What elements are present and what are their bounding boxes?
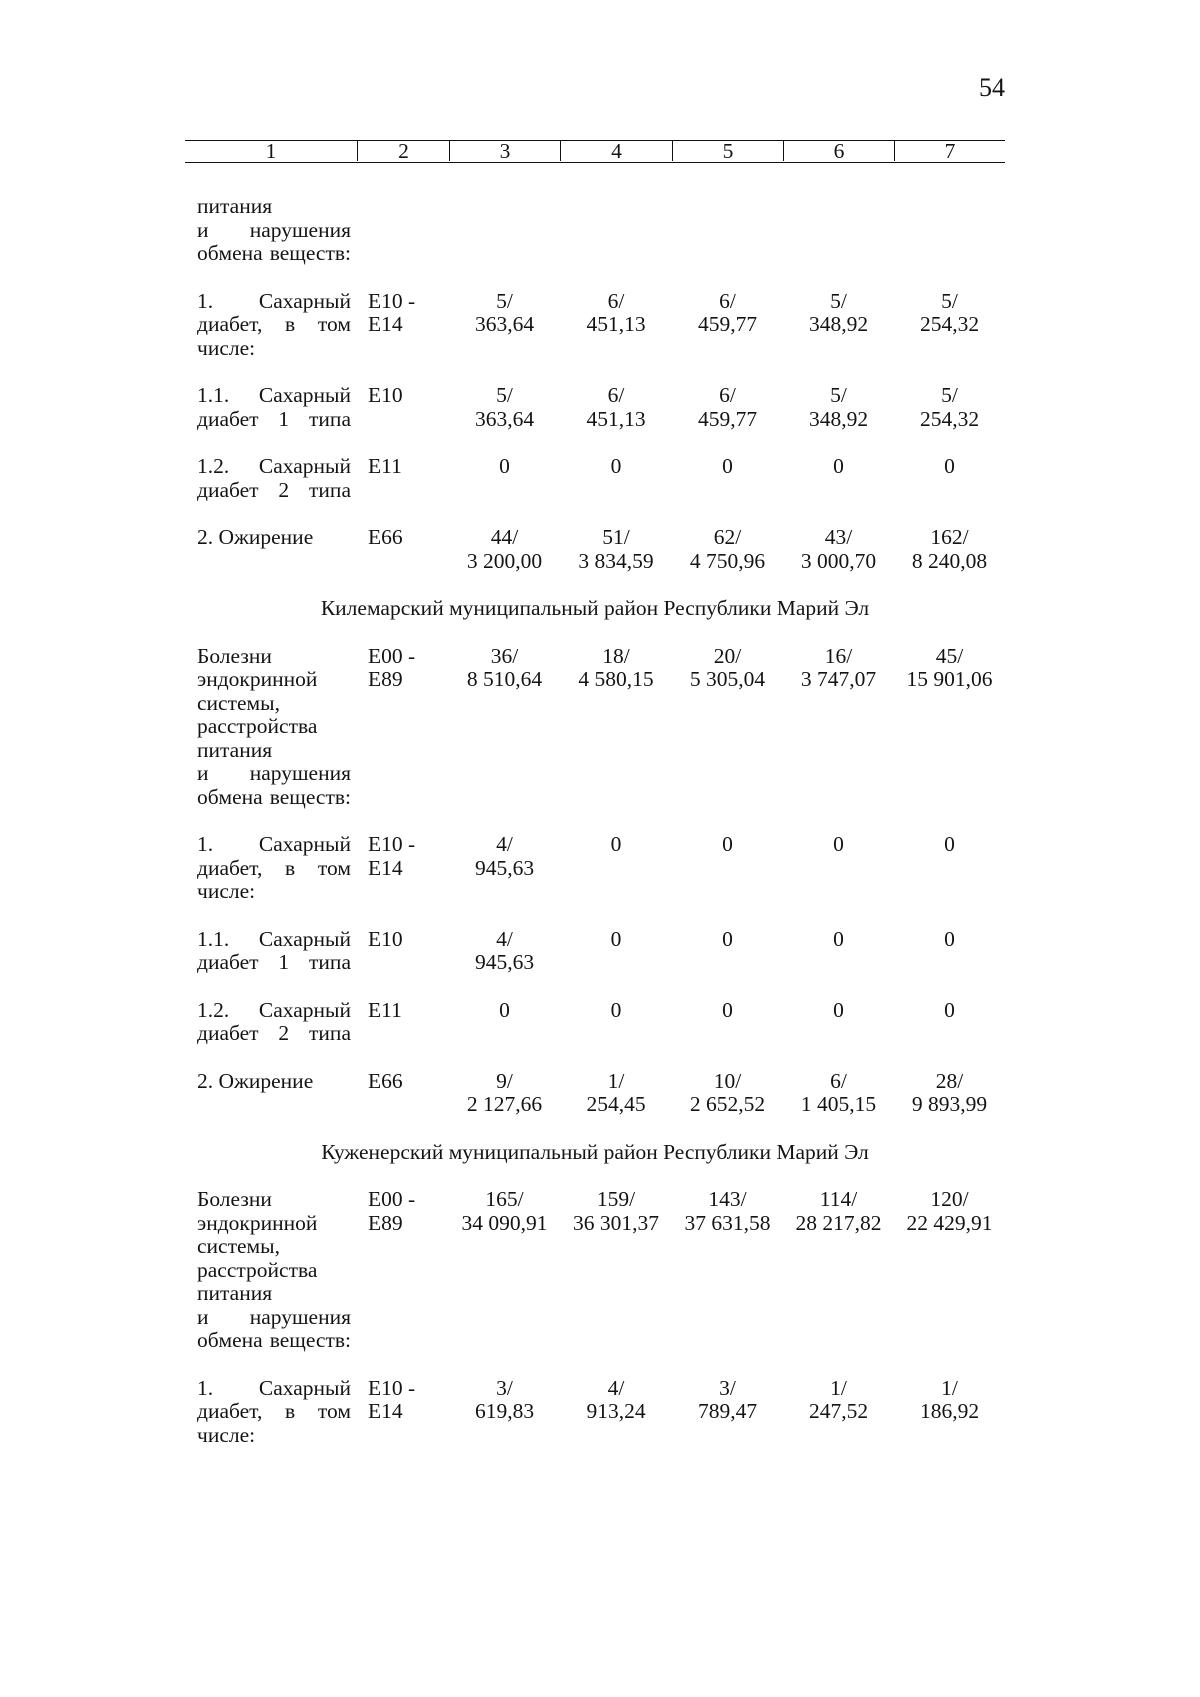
value-count: 114/ [819,1187,858,1211]
value-count: 0 [722,832,733,856]
value-cell-col5 [672,645,783,810]
value-count: 4/ [496,926,513,951]
icd-code [357,526,449,573]
row-label-line: системы, [197,690,280,715]
value-count: 5/ [830,383,847,407]
value-count: 1/ [830,1375,847,1400]
value-cell-col5 [672,1070,783,1117]
row-label [185,645,357,810]
value-count: 0 [833,454,844,478]
row-label-line: диабет 2 типа [197,1021,351,1045]
value-count: 3/ [719,1375,736,1400]
value-cell-col7 [894,1188,1005,1353]
value-count: 0 [833,926,844,951]
value-count: 165/ [485,1187,524,1211]
value-cell-col4 [560,455,672,502]
value-cell-col3 [449,195,560,266]
value-amount: 9 893,99 [911,1092,988,1116]
row-label-line: Болезни [197,643,272,668]
value-count: 6/ [830,1068,847,1093]
row-label [185,195,357,266]
value-amount: 254,32 [919,406,980,431]
row-label-line: системы, [197,1234,280,1258]
page-number: 54 [979,73,1005,102]
value-cell-col4 [560,290,672,361]
value-count: 44/ [490,525,519,549]
row-label [185,384,357,431]
icd-code-line: E14 [368,855,403,880]
row-label [185,928,357,975]
value-cell-col7 [894,1377,1005,1448]
row-label-line: обмена веществ: [197,1328,351,1352]
value-count: 4/ [607,1375,625,1400]
value-count: 5/ [496,383,513,407]
table-row [185,384,1005,431]
row-label-line: диабет 1 типа [197,950,351,974]
value-amount: 4 580,15 [578,667,654,691]
value-amount: 3 834,59 [578,548,654,573]
value-cell-col6 [783,645,894,810]
value-cell-col4 [560,1188,672,1353]
value-amount: 363,64 [474,312,535,336]
row-label-line: 2. Ожирение [197,1068,314,1093]
value-cell-col6 [783,1188,894,1353]
value-cell-col3 [449,833,560,904]
value-count: 0 [944,454,955,478]
value-cell-col4 [560,833,672,904]
value-count: 45/ [935,643,964,668]
value-count: 0 [722,926,733,951]
value-amount: 459,77 [697,406,758,431]
row-label-line: питания [197,1281,273,1305]
value-cell-col6 [783,1377,894,1448]
value-cell-col5 [672,455,783,502]
value-amount: 247,52 [808,1399,869,1423]
value-count: 3/ [496,1375,513,1400]
value-count: 28/ [935,1068,964,1093]
row-label-line: эндокринной [197,667,318,691]
value-cell-col4 [560,1377,672,1448]
row-label-line: 1.2. Сахарный [197,997,351,1022]
icd-code-line: E00 - [368,643,416,668]
value-cell-col4 [560,526,672,573]
value-cell-col5 [672,290,783,361]
row-label-line: питания [197,737,273,762]
icd-code [357,1070,449,1117]
value-count: 6/ [607,383,625,407]
value-amount: 789,47 [697,1399,758,1423]
icd-code [357,1377,449,1448]
value-count: 5/ [941,288,958,313]
value-cell-col5 [672,1377,783,1448]
value-count: 16/ [824,643,853,668]
icd-code-line: E14 [368,312,403,336]
row-label-line: 1.1. Сахарный [197,383,351,407]
table-row [185,455,1005,502]
value-amount: 1 405,15 [800,1092,877,1116]
value-amount: 22 429,91 [906,1210,993,1235]
row-label [185,1377,357,1448]
row-label [185,455,357,502]
value-count: 5/ [830,288,847,313]
value-amount: 5 305,04 [689,667,766,691]
value-cell-col6 [783,999,894,1046]
row-label-line: и нарушения [197,761,351,785]
icd-code-line: E66 [368,525,403,549]
value-cell-col3 [449,928,560,975]
icd-code [357,833,449,904]
value-count: 0 [610,926,622,951]
value-count: 0 [610,997,622,1022]
value-count: 0 [944,997,955,1022]
column-number-6: 6 [783,141,894,161]
value-count: 0 [499,454,510,478]
value-cell-col5 [672,1188,783,1353]
icd-code-line: E10 - [368,1375,416,1400]
value-count: 162/ [930,525,969,549]
value-cell-col5 [672,928,783,975]
icd-code-line: E11 [368,454,402,478]
table-row [185,999,1005,1046]
value-cell-col6 [783,384,894,431]
value-count: 43/ [824,525,853,549]
row-label-line: 1. Сахарный [197,1375,351,1400]
row-label-line: 1. Сахарный [197,832,351,856]
icd-code-line: E10 [368,926,403,951]
value-cell-col5 [672,833,783,904]
value-cell-col4 [560,928,672,975]
value-amount: 4 750,96 [689,548,766,573]
value-amount: 8 240,08 [911,548,988,573]
value-cell-col3 [449,1070,560,1117]
value-count: 120/ [930,1187,969,1211]
column-number-3: 3 [449,141,560,161]
row-label-line: 2. Ожирение [197,525,314,549]
column-number-2: 2 [357,141,449,161]
value-cell-col6 [783,195,894,266]
icd-code [357,384,449,431]
value-cell-col6 [783,526,894,573]
value-cell-col7 [894,999,1005,1046]
value-cell-col6 [783,1070,894,1117]
value-cell-col3 [449,526,560,573]
icd-code-line: E10 - [368,832,416,856]
icd-code [357,999,449,1046]
value-count: 0 [610,454,622,478]
column-number-5: 5 [672,141,783,161]
icd-code [357,1188,449,1353]
value-amount: 2 127,66 [466,1092,543,1116]
value-count: 0 [944,926,955,951]
value-amount: 36 301,37 [573,1210,659,1235]
icd-code-line: E89 [368,1210,403,1235]
value-amount: 3 000,70 [800,548,877,573]
icd-code-line: E66 [368,1068,403,1093]
value-cell-col7 [894,833,1005,904]
value-amount: 37 631,58 [684,1210,771,1235]
row-label-line: обмена веществ: [197,784,351,809]
value-count: 0 [833,997,844,1022]
row-label-line: и нарушения [197,217,351,242]
row-label-line: 1. Сахарный [197,288,351,313]
row-label-line: диабет 1 типа [197,406,351,431]
icd-code-line: E10 [368,383,403,407]
row-label-line: диабет 2 типа [197,477,351,502]
icd-code [357,645,449,810]
value-amount: 15 901,06 [906,667,993,691]
section-heading: Куженерский муниципальный район Республики Марий Эл [321,1139,869,1164]
value-cell-col5 [672,999,783,1046]
column-number-4: 4 [560,141,672,161]
value-amount: 8 510,64 [466,667,543,691]
icd-code [357,290,449,361]
row-label-line: числе: [197,1422,256,1447]
value-cell-col6 [783,290,894,361]
row-label [185,290,357,361]
row-label [185,526,357,573]
value-amount: 451,13 [586,312,646,336]
table-row [185,1188,1005,1353]
value-count: 0 [722,997,733,1022]
value-cell-col7 [894,290,1005,361]
value-count: 159/ [596,1187,636,1211]
value-amount: 451,13 [586,406,646,431]
icd-code [357,195,449,266]
row-label-line: Болезни [197,1187,272,1211]
icd-code-line: E00 - [368,1187,416,1211]
value-count: 0 [499,997,510,1022]
value-cell-col4 [560,384,672,431]
value-cell-col6 [783,833,894,904]
row-label-line: диабет, в том [197,855,351,880]
value-cell-col5 [672,526,783,573]
table-row [185,833,1005,904]
value-count: 0 [722,454,733,478]
value-cell-col4 [560,1070,672,1117]
row-label [185,1188,357,1353]
value-count: 5/ [496,288,513,313]
value-amount: 2 652,52 [689,1092,766,1116]
row-label-line: эндокринной [197,1210,318,1235]
table-row [185,195,1005,266]
icd-code-line: E10 - [368,288,416,313]
value-count: 0 [610,832,622,856]
value-count: 0 [944,832,955,856]
table-row [185,1377,1005,1448]
icd-code-line: E14 [368,1399,403,1423]
table-body [185,163,1005,1447]
row-label-line: питания [197,194,273,218]
row-label-line: 1.1. Сахарный [197,926,351,951]
icd-code [357,455,449,502]
value-amount: 945,63 [474,950,535,974]
value-cell-col5 [672,384,783,431]
value-count: 18/ [602,643,630,668]
row-label [185,833,357,904]
value-amount: 28 217,82 [795,1210,882,1235]
value-cell-col3 [449,455,560,502]
value-cell-col7 [894,455,1005,502]
row-label-line: обмена веществ: [197,241,351,265]
value-cell-col7 [894,645,1005,810]
value-amount: 254,32 [919,312,980,336]
value-cell-col5 [672,195,783,266]
value-cell-col7 [894,928,1005,975]
value-amount: 459,77 [697,312,758,336]
value-cell-col6 [783,928,894,975]
value-count: 6/ [607,288,625,313]
icd-code [357,928,449,975]
row-label-line: числе: [197,879,256,903]
value-count: 9/ [496,1068,513,1093]
table-row [185,928,1005,975]
value-amount: 3 747,07 [800,667,877,691]
value-amount: 348,92 [808,312,869,336]
column-number-1: 1 [265,139,277,163]
value-cell-col4 [560,645,672,810]
table-row [185,1070,1005,1117]
value-cell-col4 [560,999,672,1046]
row-label-line: 1.2. Сахарный [197,454,351,478]
row-label-line: расстройства [197,1257,318,1282]
table-row [185,526,1005,573]
value-count: 1/ [941,1375,958,1400]
value-amount: 186,92 [919,1399,980,1423]
row-label [185,999,357,1046]
row-label-line: расстройства [197,714,318,738]
table-row [185,290,1005,361]
value-cell-col7 [894,195,1005,266]
row-label-line: числе: [197,335,256,360]
value-amount: 34 090,91 [461,1210,548,1235]
value-amount: 363,64 [474,406,535,431]
value-cell-col3 [449,290,560,361]
table-header-row [185,140,1005,163]
value-count: 4/ [496,832,513,856]
value-cell-col3 [449,1188,560,1353]
value-count: 6/ [719,383,736,407]
row-label-line: и нарушения [197,1304,351,1329]
value-cell-col7 [894,1070,1005,1117]
value-amount: 3 200,00 [466,548,543,573]
section-heading: Килемарский муниципальный район Республики Марий Эл [320,596,870,620]
value-count: 62/ [713,525,742,549]
value-count: 0 [833,832,844,856]
value-amount: 254,45 [586,1092,646,1116]
value-cell-col3 [449,1377,560,1448]
value-cell-col3 [449,384,560,431]
icd-code-line: E11 [368,997,402,1022]
value-cell-col7 [894,526,1005,573]
value-count: 5/ [941,383,958,407]
value-count: 10/ [713,1068,742,1093]
value-amount: 945,63 [474,855,535,880]
value-cell-col4 [560,195,672,266]
value-count: 1/ [607,1068,625,1093]
row-label-line: диабет, в том [197,1399,351,1423]
value-cell-col3 [449,645,560,810]
column-number-7: 7 [894,141,1005,161]
value-amount: 913,24 [586,1399,646,1423]
value-cell-col7 [894,384,1005,431]
value-cell-col6 [783,455,894,502]
value-count: 51/ [602,525,630,549]
value-cell-col3 [449,999,560,1046]
value-count: 20/ [713,643,742,668]
value-count: 36/ [490,643,519,668]
row-label-line: диабет, в том [197,312,351,336]
value-count: 143/ [708,1187,747,1211]
row-label [185,1070,357,1117]
table-row [185,645,1005,810]
value-amount: 619,83 [474,1399,535,1423]
value-count: 6/ [719,288,736,313]
value-amount: 348,92 [808,406,869,431]
icd-code-line: E89 [368,667,403,691]
